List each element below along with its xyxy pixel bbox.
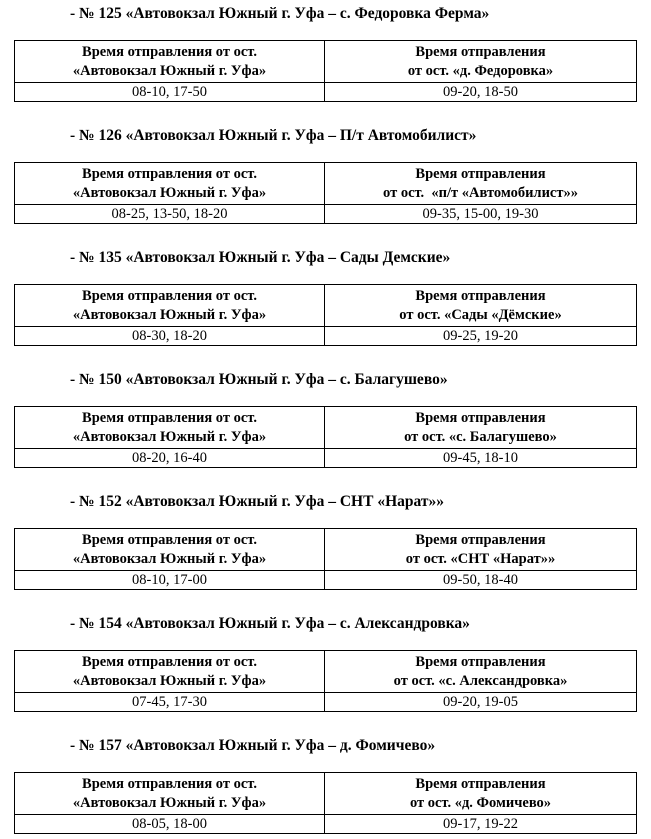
header-departure-return <box>325 529 637 571</box>
header-departure-yuzhny <box>15 41 325 83</box>
times-return: 09-50, 18-40 <box>325 571 637 590</box>
times-from-yuzhny: 07-45, 17-30 <box>15 693 325 712</box>
header-right-stop: от ост. «с. Балагушево» <box>404 428 557 445</box>
times-from-yuzhny: 08-25, 13-50, 18-20 <box>15 205 325 224</box>
header-left-line1: Время отправления от ост. <box>82 531 257 548</box>
header-left-line2: «Автовокзал Южный г. Уфа» <box>72 794 267 811</box>
route-title: - № 135 «Автовокзал Южный г. Уфа – Сады Демские» <box>70 249 451 266</box>
header-right-line1: Время отправления <box>415 43 546 60</box>
schedule-table <box>14 40 637 102</box>
route-title: - № 150 «Автовокзал Южный г. Уфа – с. Балагушево» <box>70 371 448 388</box>
header-departure-return <box>325 651 637 693</box>
header-right-line1: Время отправления <box>415 653 546 670</box>
route-title: - № 154 «Автовокзал Южный г. Уфа – с. Александровка» <box>70 615 470 632</box>
times-return: 09-25, 19-20 <box>325 327 637 346</box>
schedule-table <box>14 650 637 712</box>
header-right-stop: от ост. «СНТ «Нарат»» <box>405 550 556 567</box>
times-return: 09-20, 18-50 <box>325 83 637 102</box>
times-from-yuzhny: 08-05, 18-00 <box>15 815 325 834</box>
times-return: 09-35, 15-00, 19-30 <box>325 205 637 224</box>
header-departure-return <box>325 41 637 83</box>
route-title: - № 157 «Автовокзал Южный г. Уфа – д. Фомичево» <box>70 737 436 754</box>
times-from-yuzhny: 08-20, 16-40 <box>15 449 325 468</box>
header-right-line1: Время отправления <box>415 409 546 426</box>
schedule-table <box>14 528 637 590</box>
header-right-stop: от ост. «п/т «Автомобилист»» <box>383 184 578 201</box>
header-departure-yuzhny <box>15 651 325 693</box>
route-title: - № 152 «Автовокзал Южный г. Уфа – СНТ «Нарат»» <box>70 493 444 510</box>
header-right-line1: Время отправления <box>415 531 546 548</box>
schedule-table <box>14 162 637 224</box>
header-right-stop: от ост. «с. Александровка» <box>393 672 568 689</box>
times-return: 09-20, 19-05 <box>325 693 637 712</box>
header-left-line1: Время отправления от ост. <box>82 43 257 60</box>
header-left-line1: Время отправления от ост. <box>82 653 257 670</box>
times-from-yuzhny: 08-10, 17-50 <box>15 83 325 102</box>
times-from-yuzhny: 08-30, 18-20 <box>15 327 325 346</box>
header-departure-return <box>325 407 637 449</box>
header-left-line1: Время отправления от ост. <box>82 775 257 792</box>
schedule-table <box>14 406 637 468</box>
header-left-line2: «Автовокзал Южный г. Уфа» <box>72 62 267 79</box>
header-left-line2: «Автовокзал Южный г. Уфа» <box>72 184 267 201</box>
route-title: - № 126 «Автовокзал Южный г. Уфа – П/т Автомобилист» <box>70 127 477 144</box>
schedule-table <box>14 772 637 834</box>
times-from-yuzhny: 08-10, 17-00 <box>15 571 325 590</box>
times-return: 09-45, 18-10 <box>325 449 637 468</box>
header-departure-return <box>325 163 637 205</box>
header-left-line1: Время отправления от ост. <box>82 165 257 182</box>
header-left-line2: «Автовокзал Южный г. Уфа» <box>72 550 267 567</box>
header-left-line1: Время отправления от ост. <box>82 287 257 304</box>
header-right-line1: Время отправления <box>415 775 546 792</box>
header-right-stop: от ост. «д. Фомичево» <box>409 794 552 811</box>
header-left-line1: Время отправления от ост. <box>82 409 257 426</box>
header-left-line2: «Автовокзал Южный г. Уфа» <box>72 672 267 689</box>
header-right-stop: от ост. «Сады «Дёмские» <box>399 306 562 323</box>
header-departure-yuzhny <box>15 285 325 327</box>
header-left-line2: «Автовокзал Южный г. Уфа» <box>72 306 267 323</box>
header-right-line1: Время отправления <box>415 165 546 182</box>
header-left-line2: «Автовокзал Южный г. Уфа» <box>72 428 267 445</box>
header-departure-return <box>325 285 637 327</box>
header-departure-return <box>325 773 637 815</box>
header-departure-yuzhny <box>15 407 325 449</box>
header-departure-yuzhny <box>15 529 325 571</box>
header-right-line1: Время отправления <box>415 287 546 304</box>
times-return: 09-17, 19-22 <box>325 815 637 834</box>
schedule-table <box>14 284 637 346</box>
route-title: - № 125 «Автовокзал Южный г. Уфа – с. Федоровка Ферма» <box>70 5 490 22</box>
header-right-stop: от ост. «д. Федоровка» <box>407 62 554 79</box>
header-departure-yuzhny <box>15 773 325 815</box>
header-departure-yuzhny <box>15 163 325 205</box>
